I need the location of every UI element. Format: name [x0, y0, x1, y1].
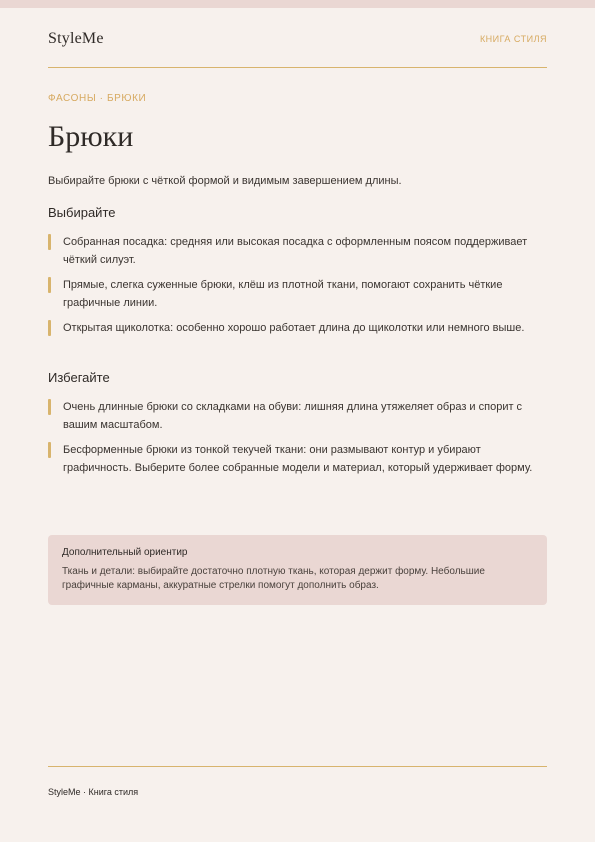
page-header	[48, 30, 547, 50]
header-divider	[48, 67, 547, 68]
avoid-list-item: Бесформенные брюки из тонкой текучей ткани: они размывают контур и убирают графичность. Выберите более собранные модели и материал, который удерживает форму.	[48, 441, 547, 477]
top-strip	[0, 0, 595, 8]
additional-tip-callout	[48, 535, 547, 605]
footer-divider	[48, 766, 547, 767]
breadcrumb: ФАСОНЫ · БРЮКИ	[48, 93, 147, 104]
choose-list-item: Открытая щиколотка: особенно хорошо работает длина до щиколотки или немного выше.	[48, 319, 547, 337]
choose-list-item: Собранная посадка: средняя или высокая посадка с оформленным поясом поддерживает чёткий силуэт.	[48, 233, 547, 269]
avoid-list	[48, 398, 547, 484]
page-title: Брюки	[48, 120, 134, 153]
header-style-book-label: КНИГА СТИЛЯ	[479, 34, 547, 44]
choose-section-title: Выбирайте	[48, 205, 116, 220]
choose-list	[48, 233, 547, 344]
intro-text: Выбирайте брюки с чёткой формой и видимым завершением длины.	[48, 175, 402, 187]
callout-title: Дополнительный ориентир	[62, 547, 188, 558]
avoid-list-item: Очень длинные брюки со складками на обуви: лишняя длина утяжеляет образ и спорит с вашим масштабом.	[48, 398, 547, 434]
avoid-section-title: Избегайте	[48, 370, 110, 385]
page-footer: StyleMe · Книга стиля	[48, 787, 139, 797]
choose-list-item: Прямые, слегка суженные брюки, клёш из плотной ткани, помогают сохранить чёткие графичные линии.	[48, 276, 547, 312]
callout-text: Ткань и детали: выбирайте достаточно плотную ткань, которая держит форму. Небольшие графичные карманы, аккуратные стрелки помогут дополнить образ.	[62, 566, 485, 591]
brand-logo: StyleMe	[48, 30, 104, 47]
